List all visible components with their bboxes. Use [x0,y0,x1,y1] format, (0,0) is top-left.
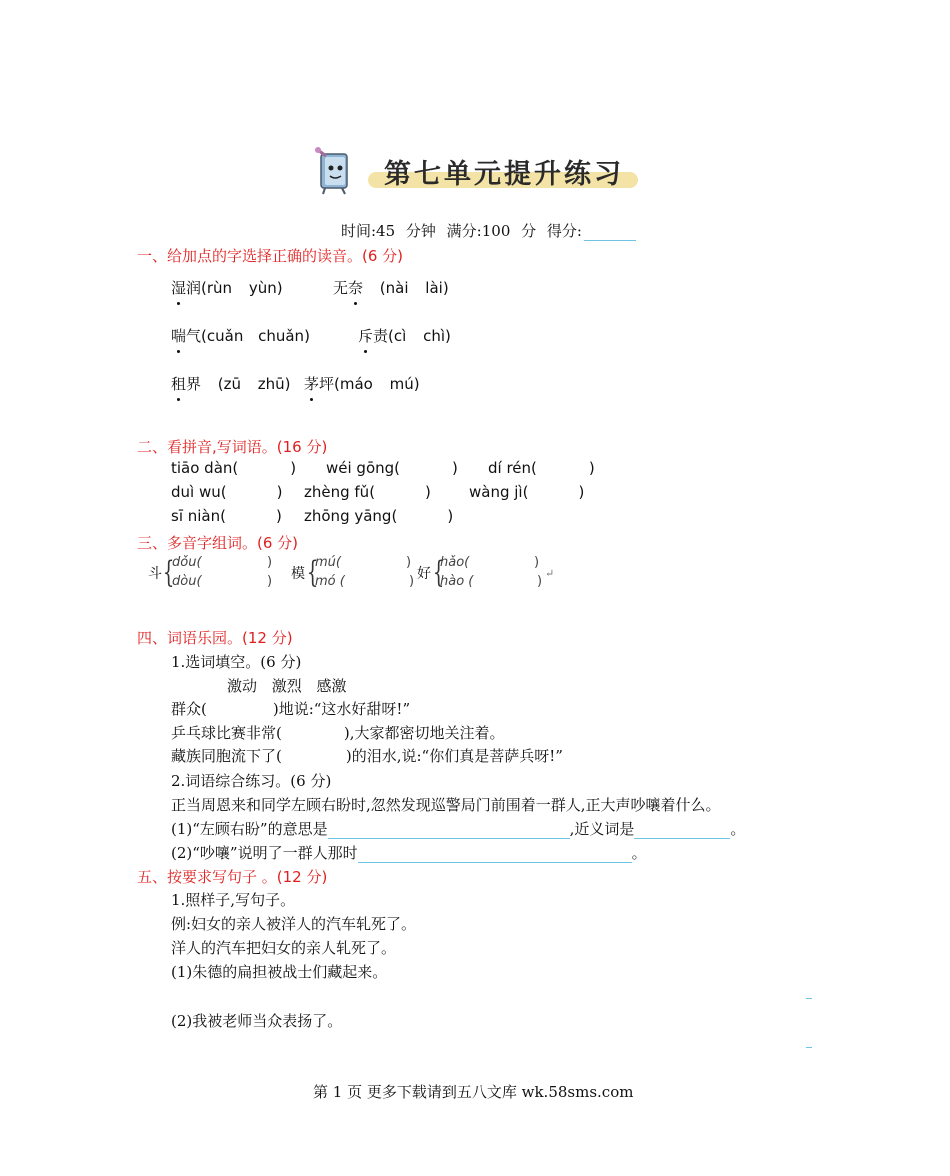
answer-blank[interactable] [358,846,632,863]
title-banner [312,146,642,194]
example-2: 洋人的汽车把妇女的亲人轧死了。 [171,939,397,957]
pinyin-options: (cuǎn chuǎn) [201,327,310,345]
reading-text: mú( [315,555,341,570]
paren: ) [406,555,412,570]
paren: ) [290,459,297,477]
s2-item[interactable] [304,507,453,525]
text: )的泪水,说:“你们真是菩萨兵呀!” [345,747,563,765]
s2-item[interactable] [171,459,296,477]
s2-item[interactable] [171,483,282,501]
char: 无 [333,279,349,297]
book-mascot-icon [312,146,362,196]
paren: ) [534,555,540,570]
text: 乒乓球比赛非常( [171,724,282,742]
s4-q1: 1.选词填空。(6 分) [171,653,302,671]
section-1-heading: 一、给加点的字选择正确的读音。(6 分) [137,247,404,265]
example-1: 例:妇女的亲人被洋人的汽车轧死了。 [171,915,417,933]
poly-char: 模 [291,566,305,582]
exam-info [341,220,636,241]
char: 气 [186,327,202,345]
pinyin: zhèng fǔ( [304,483,376,501]
text: 。 [631,844,647,862]
pinyin-options: (cì chì) [388,327,451,345]
s1-item-5 [171,373,291,394]
dotted-char: 湿 [171,279,187,297]
s2-item[interactable] [326,459,458,477]
paren: ) [588,459,595,477]
paren: ) [276,483,283,501]
pinyin-options: (máo mú) [334,375,420,393]
s5-item-2: (2)我被老师当众表扬了。 [171,1012,343,1030]
pinyin: wéi gōng( [326,459,401,477]
pinyin: duì wu( [171,483,227,501]
text: )地说:“这水好甜呀!” [272,700,411,718]
paren: ) [409,574,415,589]
section-2-heading: 二、看拼音,写词语。(16 分) [137,438,328,456]
s1-item-2 [333,277,449,298]
paren: ) [275,507,282,525]
paren: ) [537,574,543,589]
s1-item-3 [171,325,310,346]
s4-q2: 2.词语综合练习。(6 分) [171,772,332,790]
dotted-char: 茅 [304,375,320,393]
text: (2)“吵嚷”说明了一群人那时 [171,844,358,862]
poly-reading [440,574,473,589]
paren: ) [447,507,454,525]
pinyin: wàng jì( [469,483,529,501]
paren: ) [425,483,431,501]
pinyin: dí rén( [488,459,537,477]
poly-char: 好 [417,566,431,582]
fill-line-3[interactable] [171,745,563,766]
char: 润 [186,279,202,297]
pinyin: tiāo dàn( [171,459,239,477]
s1-item-6 [304,373,420,394]
answer-line-end [806,998,812,999]
poly-reading [172,555,202,570]
reading-text: hào ( [440,574,474,589]
text: ),大家都密切地关注着。 [343,724,505,742]
poly-reading [315,555,341,570]
poly-reading [315,574,345,589]
page-footer: 第 1 页 更多下载请到五八文库 wk.58sms.com [313,1083,634,1101]
paren: ) [267,555,273,570]
dotted-char: 奈 [348,279,364,297]
page-title: 第七单元提升练习 [384,159,624,190]
paren: ) [267,574,273,589]
pinyin-options: (rùn yùn) [201,279,283,297]
s2-item[interactable] [304,483,431,501]
fill-line-2[interactable] [171,722,504,743]
brace-icon: { [432,555,445,590]
section-4-heading: 四、词语乐园。(12 分) [137,629,293,647]
char: 界 [186,375,202,393]
pinyin-options: (zū zhū) [201,375,291,393]
score-blank[interactable] [584,224,636,241]
s1-item-4 [358,325,451,346]
reading-text: dòu( [172,574,202,589]
char: 责 [373,327,389,345]
pinyin: sī niàn( [171,507,226,525]
s2-item[interactable] [171,507,282,525]
brace-icon: { [306,555,319,590]
return-mark: ↵ [545,567,555,580]
dotted-char: 斥 [358,327,374,345]
brace-icon: { [162,555,175,590]
text: ,近义词是 [569,820,635,838]
text: 。 [730,820,746,838]
fill-line-1[interactable] [171,698,410,719]
poly-reading [440,555,469,570]
char: 坪 [319,375,335,393]
word-bank: 激动 激烈 感激 [227,677,347,695]
reading-text: hǎo( [440,555,470,570]
answer-blank[interactable] [328,822,570,839]
text: (1)“左顾右盼”的意思是 [171,820,328,838]
s5-item-1: (1)朱德的扁担被战士们藏起来。 [171,963,388,981]
reading-text: dǒu( [172,555,202,570]
paren: ) [452,459,458,477]
text: 藏族同胞流下了( [171,747,282,765]
s2-item[interactable] [488,459,595,477]
s2-item[interactable] [469,483,584,501]
dotted-char: 喘 [171,327,187,345]
pinyin-options: (nài lài) [363,279,449,297]
s4-p2 [171,842,647,863]
section-5-heading: 五、按要求写句子 。(12 分) [137,868,328,886]
pinyin: zhōng yāng( [304,507,398,525]
dotted-char: 租 [171,375,187,393]
section-3-heading: 三、多音字组词。(6 分) [137,534,299,552]
exam-info-text: 时间:45 分钟 满分:100 分 得分: [341,222,582,240]
reading-text: mó ( [315,574,345,589]
answer-line-end [806,1047,812,1048]
passage: 正当周恩来和同学左顾右盼时,忽然发现巡警局门前围着一群人,正大声吵嚷着什么。 [171,796,721,814]
poly-char: 斗 [148,566,162,582]
s1-item-1 [171,277,283,298]
s5-q1: 1.照样子,写句子。 [171,891,296,909]
answer-blank[interactable] [634,822,730,839]
poly-reading [172,574,202,589]
s4-p1 [171,818,745,839]
paren: ) [578,483,585,501]
text: 群众( [171,700,207,718]
polyphonic-group [148,553,568,595]
